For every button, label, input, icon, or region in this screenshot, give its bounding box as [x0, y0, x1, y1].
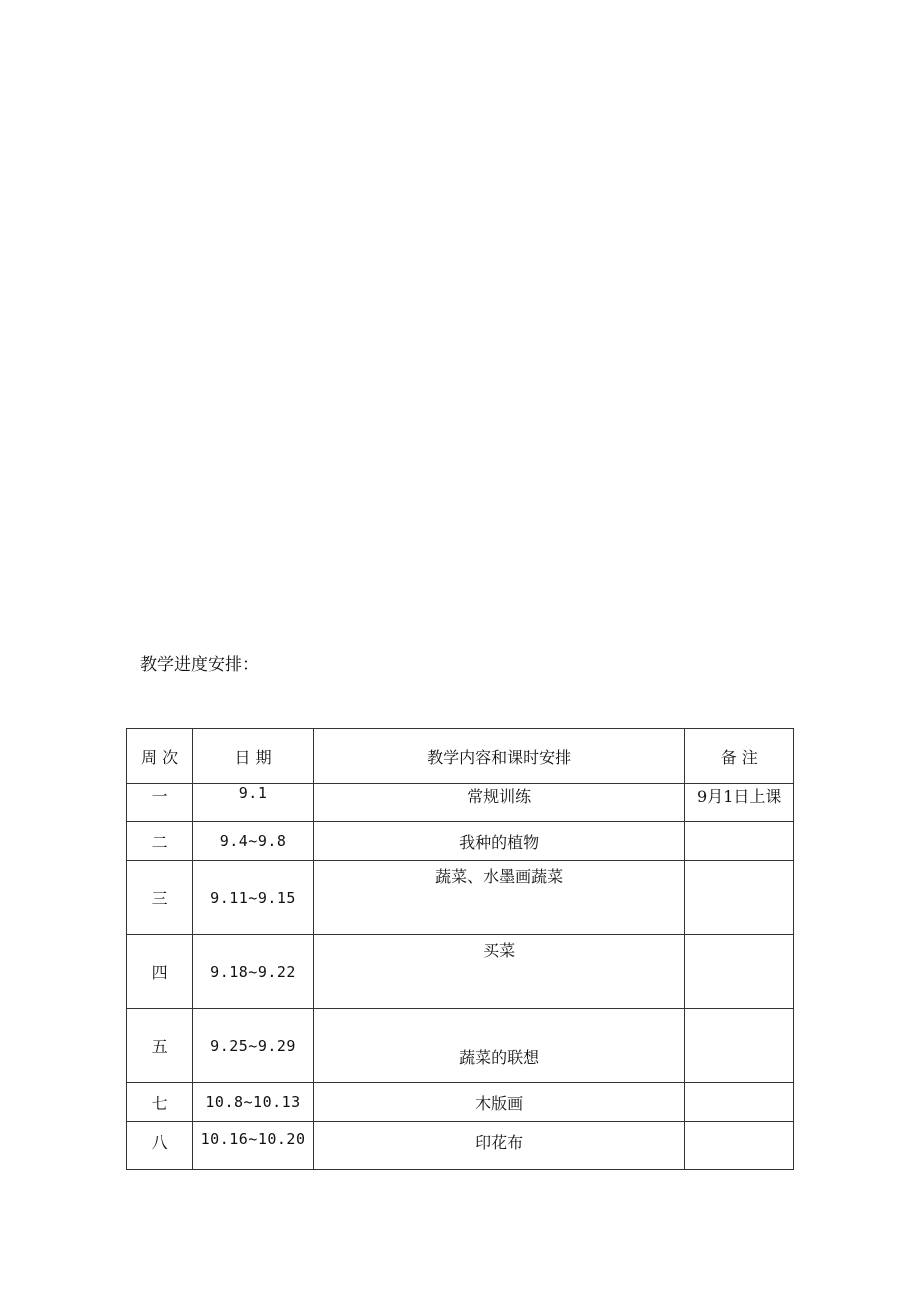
date-cell: 9.4~9.8 [193, 822, 314, 861]
header-note: 备 注 [685, 729, 794, 784]
table-row [127, 1122, 794, 1170]
table-row [127, 1009, 794, 1083]
table-row [127, 784, 794, 822]
content-cell: 买菜 [313, 935, 685, 1009]
date-cell: 9.25~9.29 [193, 1009, 314, 1083]
note-cell [685, 1122, 794, 1170]
date-cell: 10.8~10.13 [193, 1083, 314, 1122]
content-cell: 常规训练 [313, 784, 685, 822]
header-week: 周 次 [127, 729, 193, 784]
week-cell: 一 [127, 784, 193, 822]
content-cell: 印花布 [313, 1122, 685, 1170]
date-cell: 9.18~9.22 [193, 935, 314, 1009]
table-row [127, 1083, 794, 1122]
content-cell: 木版画 [313, 1083, 685, 1122]
schedule-table [126, 728, 794, 1170]
table-row [127, 822, 794, 861]
note-cell: 9月1日上课 [685, 784, 794, 822]
content-cell: 蔬菜、水墨画蔬菜 [313, 861, 685, 935]
table-header-row [127, 729, 794, 784]
content-cell: 蔬菜的联想 [313, 1009, 685, 1083]
week-cell: 五 [127, 1009, 193, 1083]
content-cell: 我种的植物 [313, 822, 685, 861]
week-cell: 八 [127, 1122, 193, 1170]
date-cell: 9.11~9.15 [193, 861, 314, 935]
week-cell: 三 [127, 861, 193, 935]
table-row [127, 861, 794, 935]
header-date: 日 期 [193, 729, 314, 784]
note-cell [685, 1083, 794, 1122]
note-cell [685, 822, 794, 861]
date-cell: 10.16~10.20 [193, 1122, 314, 1170]
week-cell: 二 [127, 822, 193, 861]
week-cell: 七 [127, 1083, 193, 1122]
note-cell [685, 935, 794, 1009]
week-cell: 四 [127, 935, 193, 1009]
date-cell: 9.1 [193, 784, 314, 822]
table-row [127, 935, 794, 1009]
note-cell [685, 861, 794, 935]
header-content: 教学内容和课时安排 [313, 729, 685, 784]
note-cell [685, 1009, 794, 1083]
page-heading: 教学进度安排： [140, 655, 259, 675]
